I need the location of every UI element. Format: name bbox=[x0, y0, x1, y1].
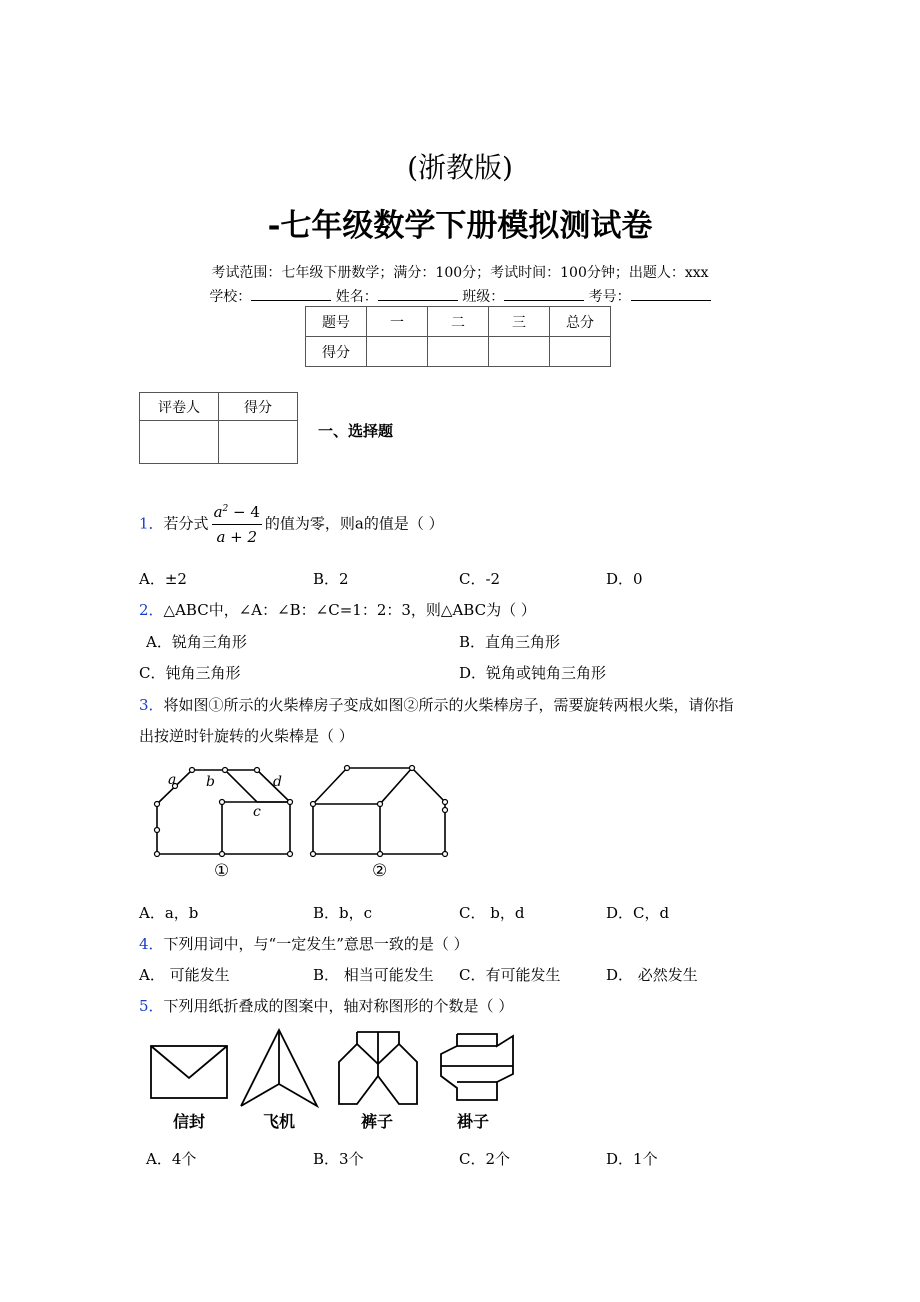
grader-table bbox=[139, 392, 298, 464]
question-text: 将如图①所示的火柴棒房子变成如图②所示的火柴棒房子，需要旋转两根火柴，请你指 bbox=[163, 696, 734, 714]
exam-no-label: 考号： bbox=[588, 289, 631, 305]
school-label: 学校： bbox=[209, 289, 252, 305]
question-text: 下列用纸折叠成的图案中，轴对称图形的个数是（ ） bbox=[163, 997, 514, 1015]
question-text: 若分式 bbox=[163, 514, 209, 533]
option[interactable]: A． 可能发生 bbox=[139, 966, 230, 984]
question-text-continued: 出按逆时针旋转的火柴棒是（ ） bbox=[139, 727, 354, 745]
name-field[interactable] bbox=[378, 288, 458, 301]
question-number: 5． bbox=[139, 997, 164, 1015]
exam-no-field[interactable] bbox=[631, 288, 711, 301]
class-label: 班级： bbox=[462, 289, 505, 305]
exam-info: 考试范围：七年级下册数学；满分：100分；考试时间：100分钟；出题人：xxx bbox=[211, 265, 709, 281]
option[interactable]: D．0 bbox=[606, 570, 643, 588]
option[interactable]: D．C，d bbox=[606, 904, 670, 922]
fraction-numerator bbox=[212, 503, 262, 525]
option[interactable]: B．b，c bbox=[313, 904, 373, 922]
question-text: △ABC中，∠A：∠B：∠C=1：2：3，则△ABC为（ ） bbox=[163, 601, 536, 619]
option[interactable]: A．a，b bbox=[139, 904, 199, 922]
label-a: a bbox=[168, 772, 177, 788]
question-3 bbox=[139, 694, 734, 715]
question-number: 4． bbox=[139, 935, 164, 953]
option[interactable]: B．直角三角形 bbox=[459, 633, 561, 651]
option[interactable]: A．锐角三角形 bbox=[146, 633, 247, 651]
option[interactable]: B．2 bbox=[313, 570, 349, 588]
score-table-header-row bbox=[306, 307, 611, 337]
question-text: 下列用词中，与“一定发生”意思一致的是（ ） bbox=[163, 935, 469, 953]
label-pants: 裤子 bbox=[361, 1112, 394, 1131]
label-envelope: 信封 bbox=[173, 1112, 206, 1131]
label-shirt: 褂子 bbox=[457, 1112, 490, 1131]
label-b: b bbox=[206, 774, 215, 790]
question-5 bbox=[139, 995, 513, 1016]
section-title: 一、选择题 bbox=[318, 422, 394, 440]
option[interactable]: C．钝角三角形 bbox=[139, 664, 241, 682]
option[interactable]: C． b，d bbox=[459, 904, 525, 922]
option[interactable]: B． 相当可能发生 bbox=[313, 966, 434, 984]
option[interactable]: B．3个 bbox=[313, 1150, 364, 1168]
house-2-outline bbox=[313, 768, 445, 854]
option[interactable]: C．-2 bbox=[459, 570, 501, 588]
score-cell[interactable] bbox=[489, 337, 550, 367]
score-row-label: 得分 bbox=[306, 337, 367, 367]
question-1 bbox=[139, 503, 444, 546]
fraction-denominator: a + 2 bbox=[216, 528, 258, 546]
numerator-exponent: 2 bbox=[222, 504, 229, 514]
score-header-cell: 题号 bbox=[306, 307, 367, 337]
option[interactable]: C．2个 bbox=[459, 1150, 511, 1168]
school-field[interactable] bbox=[251, 288, 331, 301]
page-title: -七年级数学下册模拟测试卷 bbox=[267, 208, 653, 244]
option[interactable]: D．1个 bbox=[606, 1150, 658, 1168]
grader-cell[interactable] bbox=[140, 421, 219, 464]
question-number: 3． bbox=[139, 696, 164, 714]
class-field[interactable] bbox=[504, 288, 584, 301]
option[interactable]: C．有可能发生 bbox=[459, 966, 561, 984]
score-header-cell: 二 bbox=[428, 307, 489, 337]
envelope-shape bbox=[151, 1046, 227, 1098]
question-text: 的值为零，则a的值是（ ） bbox=[264, 514, 444, 533]
question-number: 2． bbox=[139, 601, 164, 619]
score-cell[interactable] bbox=[367, 337, 428, 367]
name-label: 姓名： bbox=[335, 289, 378, 305]
option[interactable]: D．锐角或钝角三角形 bbox=[459, 664, 607, 682]
numerator-base: a bbox=[213, 503, 223, 521]
fraction bbox=[212, 503, 262, 546]
label-airplane: 飞机 bbox=[263, 1112, 296, 1131]
grader-header-cell: 得分 bbox=[219, 393, 298, 421]
folded-paper-figure bbox=[145, 1026, 525, 1136]
grader-cell[interactable] bbox=[219, 421, 298, 464]
score-cell[interactable] bbox=[550, 337, 611, 367]
score-header-cell: 总分 bbox=[550, 307, 611, 337]
grader-header-cell: 评卷人 bbox=[140, 393, 219, 421]
matchstick-houses-figure bbox=[140, 758, 470, 883]
question-number: 1． bbox=[139, 514, 164, 533]
subtitle: (浙教版) bbox=[407, 151, 513, 184]
question-4 bbox=[139, 933, 469, 954]
score-header-cell: 一 bbox=[367, 307, 428, 337]
option[interactable]: A．4个 bbox=[146, 1150, 197, 1168]
label-figure-2: ② bbox=[372, 861, 388, 881]
student-info-line bbox=[0, 286, 920, 306]
score-cell[interactable] bbox=[428, 337, 489, 367]
numerator-rest: − 4 bbox=[228, 503, 260, 521]
option[interactable]: D． 必然发生 bbox=[606, 966, 698, 984]
label-d: d bbox=[273, 774, 282, 790]
score-header-cell: 三 bbox=[489, 307, 550, 337]
label-c: c bbox=[253, 804, 261, 820]
label-figure-1: ① bbox=[214, 861, 230, 881]
option[interactable]: A．±2 bbox=[139, 570, 187, 588]
score-table bbox=[305, 306, 611, 367]
question-2 bbox=[139, 599, 536, 620]
shirt-shape bbox=[441, 1034, 513, 1100]
score-table-score-row bbox=[306, 337, 611, 367]
